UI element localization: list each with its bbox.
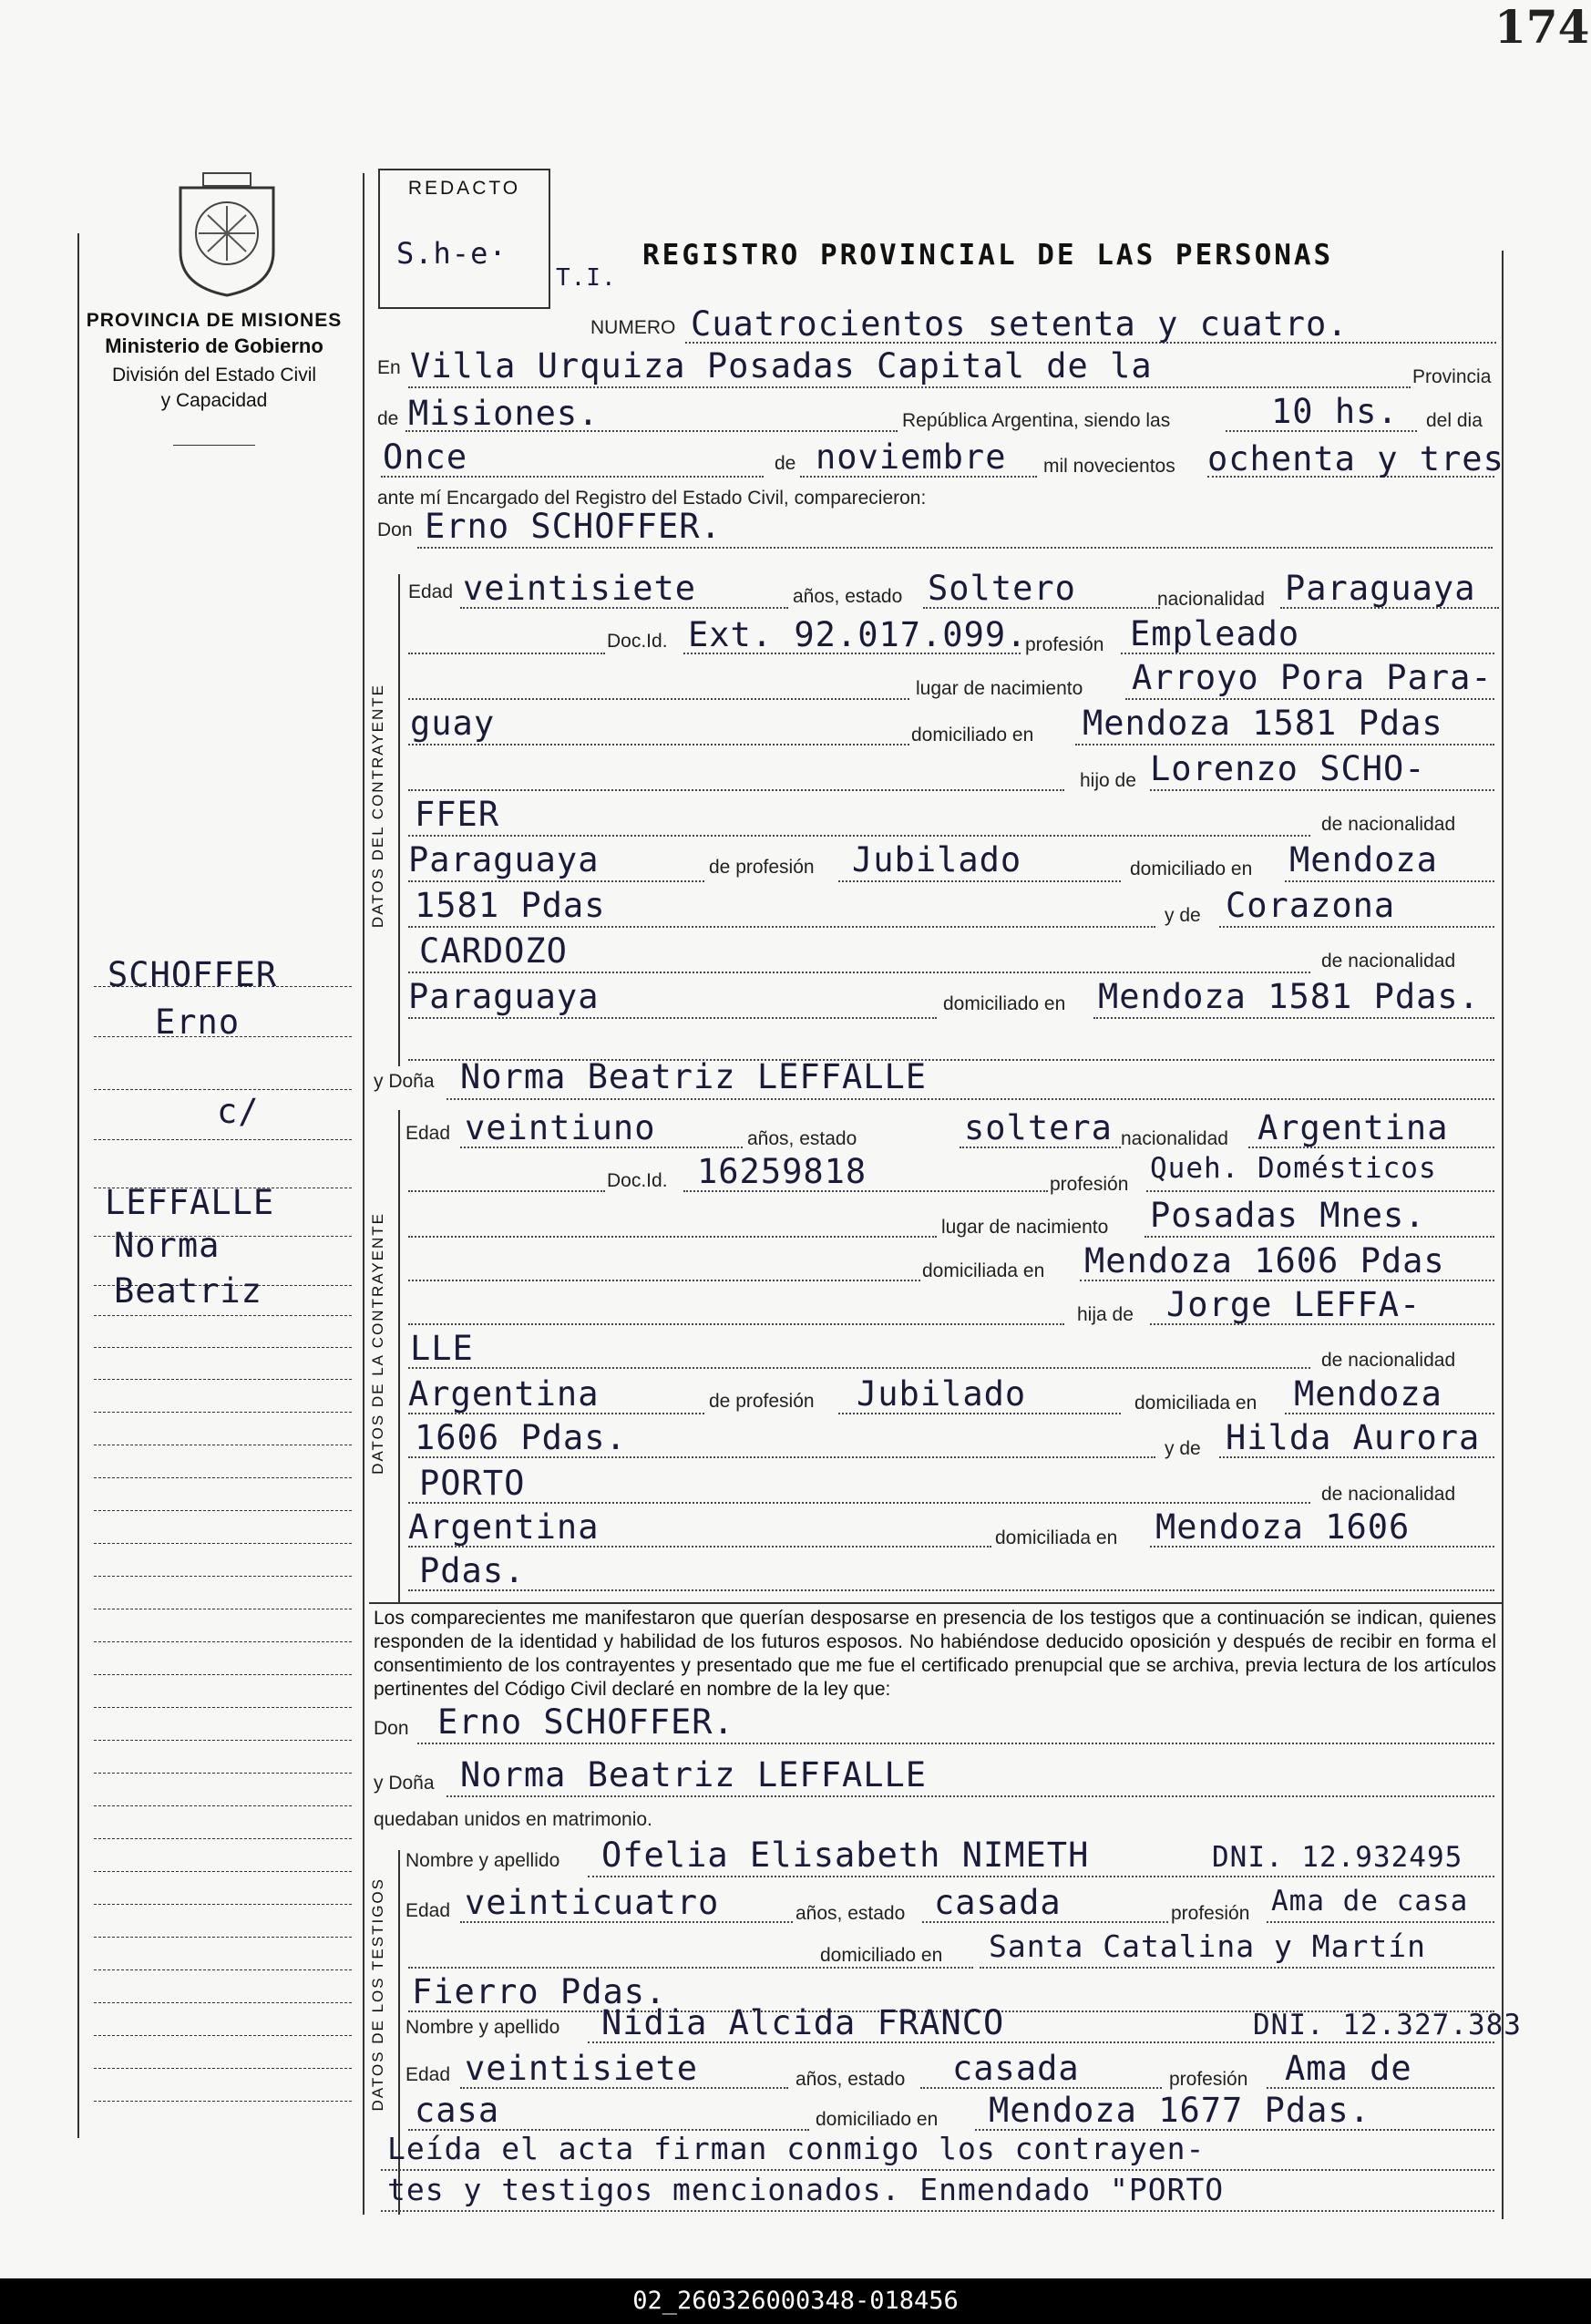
w1-edad-label: Edad xyxy=(405,1900,451,1921)
w2-edad-value: veintisiete xyxy=(465,2049,699,2088)
bride-madre-cont: PORTO xyxy=(419,1464,526,1503)
declaration-dona-label: y Doña xyxy=(374,1773,435,1794)
w1-edad-value: veinticuatro xyxy=(465,1883,720,1922)
bride-padre-dom-cont: 1606 Pdas. xyxy=(415,1418,627,1457)
groom-dom-value: Mendoza 1581 Pdas xyxy=(1083,704,1443,743)
del-dia-label: del dia xyxy=(1426,410,1483,431)
margin-groom-surname: SCHOFFER xyxy=(108,955,278,994)
groom-madre-value: Corazona xyxy=(1226,886,1396,925)
groom-edad-label: Edad xyxy=(408,581,454,602)
groom-anios-label: años, estado xyxy=(793,586,903,607)
republica-label: República Argentina, siendo las xyxy=(902,410,1171,431)
bride-y-de-label: y de xyxy=(1165,1438,1201,1459)
margin-bride-surname: LEFFALLE xyxy=(105,1183,275,1222)
w1-dom-label: domiciliado en xyxy=(820,1945,943,1966)
division-name-cont: y Capacidad xyxy=(160,390,268,411)
groom-padre-dom: Mendoza xyxy=(1289,840,1438,879)
w1-dni-value: DNI. 12.932495 xyxy=(1212,1841,1463,1874)
de-label: de xyxy=(377,408,399,429)
bride-lugar-value: Posadas Mnes. xyxy=(1150,1196,1426,1235)
bride-dona-value: Norma Beatriz LEFFALLE xyxy=(460,1057,928,1096)
bride-section-label: DATOS DE LA CONTRAYENTE xyxy=(369,1212,386,1475)
document-title: REGISTRO PROVINCIAL DE LAS PERSONAS xyxy=(642,239,1334,272)
groom-madre-cont: CARDOZO xyxy=(419,931,568,971)
w1-dom-cont: Fierro Pdas. xyxy=(412,1972,667,2011)
de2-label: de xyxy=(775,453,796,474)
numero-value: Cuatrocientos setenta y cuatro. xyxy=(691,304,1349,344)
w1-nombre-label: Nombre y apellido xyxy=(405,1850,560,1871)
bride-madre-dom-cont: Pdas. xyxy=(419,1551,526,1590)
bride-edad-label: Edad xyxy=(405,1123,451,1144)
w2-estado-value: casada xyxy=(952,2049,1080,2088)
ministry-name: Ministerio de Gobierno xyxy=(105,334,323,357)
de-value: Misiones. xyxy=(408,394,600,433)
w2-dom-label: domiciliado en xyxy=(816,2109,939,2130)
groom-doc-label: Doc.Id. xyxy=(607,631,668,652)
groom-madre-nac-label: de nacionalidad xyxy=(1321,951,1456,972)
closing-line-2: tes y testigos mencionados. Enmendado "PORTO xyxy=(387,2172,1225,2207)
bride-prof-label: profesión xyxy=(1050,1174,1129,1195)
bride-madre-nac-label: de nacionalidad xyxy=(1321,1484,1456,1505)
groom-lugar-label: lugar de nacimiento xyxy=(916,678,1083,699)
bride-lugar-label: lugar de nacimiento xyxy=(941,1217,1109,1238)
w2-dom-value: Mendoza 1677 Pdas. xyxy=(989,2091,1370,2130)
don-label: Don xyxy=(377,519,413,540)
mil-label: mil novecientos xyxy=(1043,456,1175,477)
scan-id-footer: 02_260326000348-018456 xyxy=(0,2278,1591,2324)
margin-connector: c/ xyxy=(217,1092,260,1131)
groom-dom-label: domiciliado en xyxy=(911,725,1034,746)
bride-padre-value: Jorge LEFFA- xyxy=(1166,1285,1422,1324)
w2-prof-value: Ama de xyxy=(1285,2049,1412,2088)
bride-dom-label: domiciliada en xyxy=(922,1260,1045,1281)
bride-anios-label: años, estado xyxy=(747,1128,857,1149)
bride-padre-dom: Mendoza xyxy=(1294,1374,1442,1414)
w1-estado-value: casada xyxy=(934,1883,1062,1922)
groom-padre-nac: Paraguaya xyxy=(408,840,600,879)
groom-padre-prof-label: de profesión xyxy=(709,857,815,878)
groom-madre-dom: Mendoza 1581 Pdas. xyxy=(1098,977,1480,1016)
bride-madre-dom-label: domiciliada en xyxy=(995,1527,1118,1548)
bride-padre-nac-label: de nacionalidad xyxy=(1321,1350,1456,1371)
bride-doc-value: 16259818 xyxy=(697,1152,867,1191)
redacto-stamp xyxy=(378,169,550,309)
groom-y-de-label: y de xyxy=(1165,905,1201,926)
stamp-label: REDACTO xyxy=(407,178,521,199)
bride-edad-value: veintiuno xyxy=(465,1108,656,1147)
groom-lugar-cont: guay xyxy=(410,704,496,743)
margin-groom-name: Erno xyxy=(155,1003,241,1042)
bride-prof-value: Queh. Domésticos xyxy=(1150,1152,1437,1185)
declaration-quedaban: quedaban unidos en matrimonio. xyxy=(374,1809,652,1830)
bride-madre-dom: Mendoza 1606 xyxy=(1155,1507,1411,1547)
bride-padre-prof: Jubilado xyxy=(857,1374,1027,1414)
mes-value: noviembre xyxy=(816,437,1007,477)
declaration-don-label: Don xyxy=(374,1718,409,1739)
provincial-seal-icon xyxy=(171,170,282,297)
groom-edad-value: veintisiete xyxy=(463,569,697,608)
en-label: En xyxy=(377,357,401,378)
bride-hija-label: hija de xyxy=(1077,1304,1134,1325)
groom-doc-value: Ext. 92.017.099. xyxy=(688,615,1028,654)
declaration-dona-value: Norma Beatriz LEFFALLE xyxy=(460,1755,928,1794)
groom-lugar-value: Arroyo Pora Para- xyxy=(1132,658,1493,697)
bride-estado-value: soltera xyxy=(964,1108,1113,1147)
page-number: 174 xyxy=(1494,0,1590,54)
groom-padre-prof: Jubilado xyxy=(852,840,1022,879)
groom-madre-dom-label: domiciliado en xyxy=(943,993,1066,1014)
hora-value: 10 hs. xyxy=(1271,392,1399,431)
bride-padre-prof-label: de profesión xyxy=(709,1391,815,1412)
w1-prof-value: Ama de casa xyxy=(1271,1885,1469,1918)
province-name: PROVINCIA DE MISIONES xyxy=(86,310,343,331)
w2-anios-label: años, estado xyxy=(796,2069,906,2090)
bride-dom-value: Mendoza 1606 Pdas xyxy=(1084,1241,1445,1280)
closing-line-1: Leída el acta firman conmigo los contrayen- xyxy=(387,2131,1206,2166)
w1-anios-label: años, estado xyxy=(796,1903,906,1924)
w2-dni-value: DNI. 12.327.383 xyxy=(1253,2009,1522,2041)
groom-hijo-label: hijo de xyxy=(1080,770,1136,791)
w1-dom-value: Santa Catalina y Martín xyxy=(989,1928,1426,1964)
ante-text: ante mí Encargado del Registro del Estado Civil, comparecieron: xyxy=(377,488,927,509)
bride-madre-value: Hilda Aurora xyxy=(1226,1418,1481,1457)
w2-nombre-label: Nombre y apellido xyxy=(405,2017,560,2038)
provincia-label: Provincia xyxy=(1412,366,1492,387)
groom-nac-value: Paraguaya xyxy=(1285,569,1476,608)
don-value: Erno SCHOFFER. xyxy=(425,507,722,546)
bride-padre-cont: LLE xyxy=(410,1329,474,1368)
stamp-side-mark: T.I. xyxy=(556,264,617,292)
en-value: Villa Urquiza Posadas Capital de la xyxy=(410,346,1153,386)
witnesses-section-label: DATOS DE LOS TESTIGOS xyxy=(369,1877,386,2112)
groom-padre-dom-label: domiciliado en xyxy=(1130,859,1253,879)
margin-bride-name2: Beatriz xyxy=(114,1271,262,1311)
w2-edad-label: Edad xyxy=(405,2064,451,2085)
w2-prof-label: profesión xyxy=(1169,2069,1248,2090)
groom-padre-value: Lorenzo SCHO- xyxy=(1150,749,1426,788)
groom-estado-value: Soltero xyxy=(928,569,1076,608)
bride-padre-dom-label: domiciliada en xyxy=(1134,1393,1257,1414)
w1-prof-label: profesión xyxy=(1171,1903,1250,1924)
w1-nombre-value: Ofelia Elisabeth NIMETH xyxy=(601,1836,1090,1875)
groom-prof-value: Empleado xyxy=(1130,614,1300,653)
groom-section-label: DATOS DEL CONTRAYENTE xyxy=(369,684,386,929)
division-name: División del Estado Civil xyxy=(111,365,317,386)
bride-nac-label: nacionalidad xyxy=(1121,1128,1228,1149)
groom-prof-label: profesión xyxy=(1025,634,1104,655)
stamp-initials: S.h-e· xyxy=(396,236,508,271)
bride-doc-label: Doc.Id. xyxy=(607,1170,668,1191)
margin-bride-name1: Norma xyxy=(114,1226,221,1265)
bride-dona-label: y Doña xyxy=(374,1071,435,1092)
groom-nac-label: nacionalidad xyxy=(1157,589,1265,610)
declaration-paragraph: Los comparecientes me manifestaron que querían desposarse en presencia de los testigos que a continuación se indican, quienes responden de la identidad y habilidad de los futuros esposos. No habiéndose deducido oposición y después de recibir en forma el consentimiento de los contrayentes y presentado que me fue el certificado prenupcial que se archiva, previa lectura de los artículos pertinentes del Código Civil declaré en nombre de la ley que: xyxy=(374,1608,1496,1700)
groom-padre-dom-cont: 1581 Pdas xyxy=(415,886,606,925)
groom-padre-cont: FFER xyxy=(415,795,500,834)
groom-padre-nac-label: de nacionalidad xyxy=(1321,814,1456,835)
numero-label: NUMERO xyxy=(590,317,676,338)
anio-value: ochenta y tres xyxy=(1207,439,1504,478)
dia-value: Once xyxy=(383,437,468,477)
declaration-don-value: Erno SCHOFFER. xyxy=(437,1702,734,1742)
bride-nac-value: Argentina xyxy=(1257,1108,1449,1147)
w2-prof-cont: casa xyxy=(415,2091,500,2130)
groom-madre-nac: Paraguaya xyxy=(408,977,600,1016)
w2-nombre-value: Nidia Alcida FRANCO xyxy=(601,2003,1005,2042)
bride-padre-nac: Argentina xyxy=(408,1374,600,1414)
bride-madre-nac: Argentina xyxy=(408,1507,600,1547)
